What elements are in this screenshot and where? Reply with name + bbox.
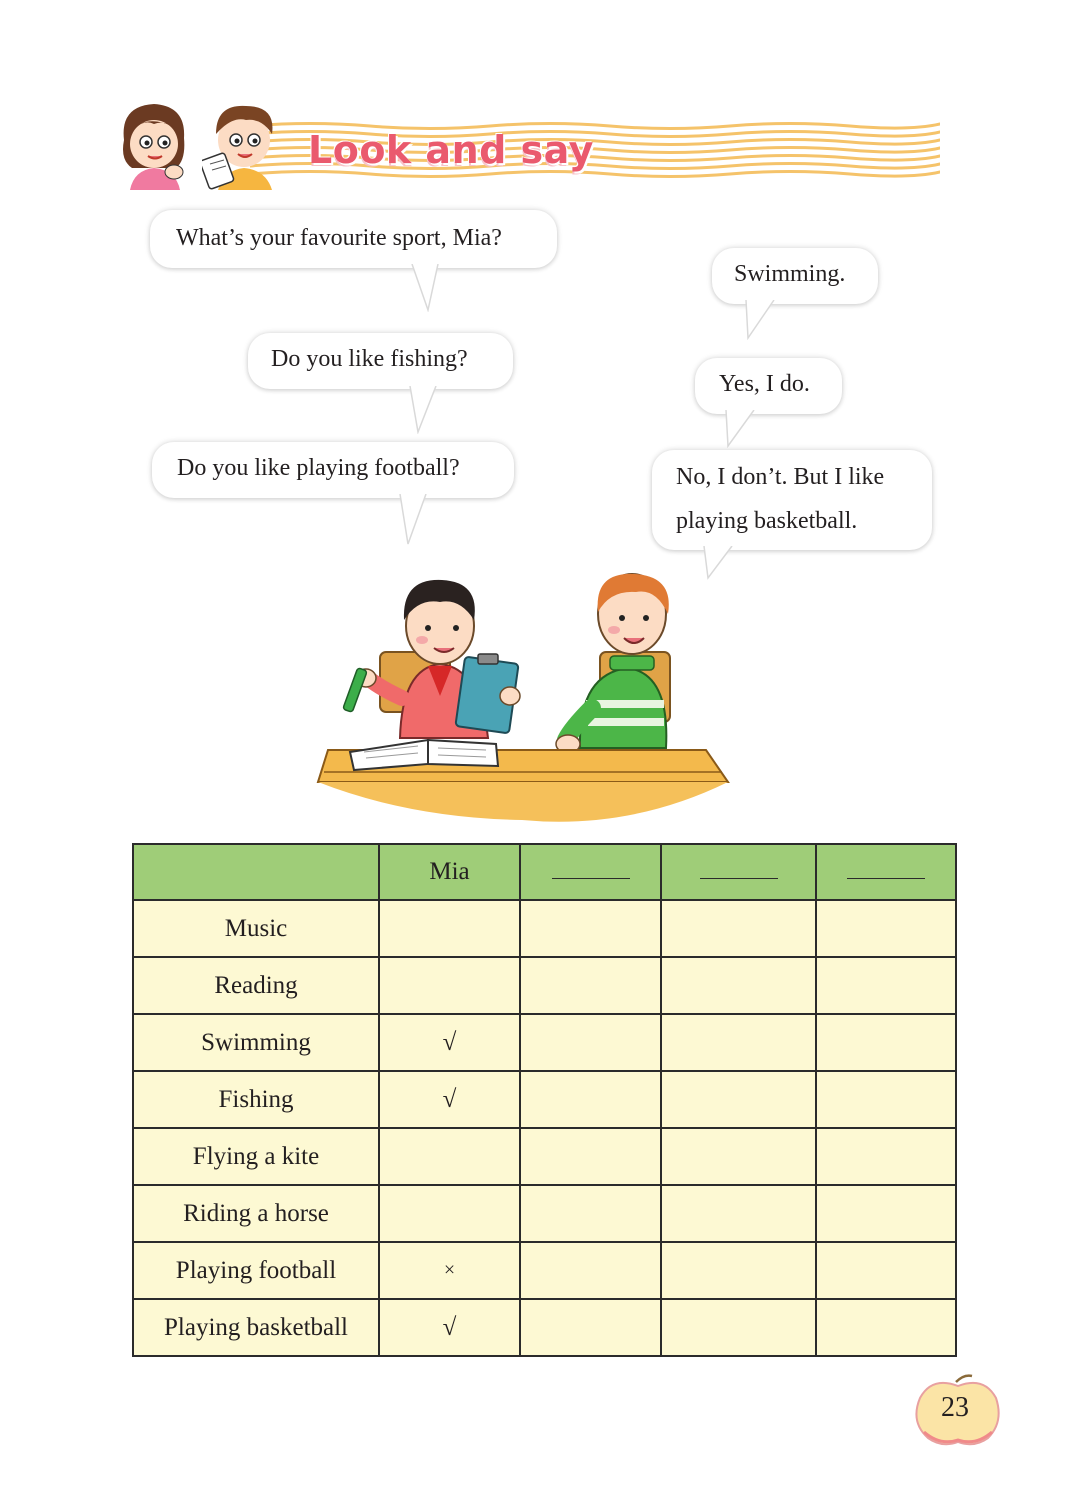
table-header-row <box>133 844 956 900</box>
mia-answer-cell: √ <box>379 1299 520 1356</box>
bubble-text: Do you like fishing? <box>271 346 468 372</box>
answer-cell[interactable] <box>661 1185 816 1242</box>
activity-cell: Playing basketball <box>133 1299 379 1356</box>
speech-bubble-yes <box>695 358 842 414</box>
table-row <box>133 1299 956 1356</box>
boy-icon <box>202 98 284 190</box>
speech-bubble-favourite-sport <box>150 210 557 268</box>
answer-cell[interactable] <box>816 1185 956 1242</box>
table-row <box>133 900 956 957</box>
mia-answer-cell: √ <box>379 1014 520 1071</box>
activity-cell: Swimming <box>133 1014 379 1071</box>
speech-bubble-basketball <box>652 450 932 550</box>
table-row <box>133 1014 956 1071</box>
page-number: 23 <box>941 1392 969 1423</box>
activity-cell: Reading <box>133 957 379 1014</box>
header-cell-mia: Mia <box>379 844 520 900</box>
answer-cell[interactable] <box>520 1014 661 1071</box>
bubble-text: Swimming. <box>734 261 846 287</box>
speech-bubble-football <box>152 442 514 498</box>
section-title: Look and say <box>308 128 594 172</box>
header-cell-empty <box>133 844 379 900</box>
name-blank-line[interactable] <box>700 860 778 879</box>
activity-cell: Riding a horse <box>133 1185 379 1242</box>
activity-cell: Flying a kite <box>133 1128 379 1185</box>
answer-cell[interactable] <box>520 1185 661 1242</box>
girl-icon <box>114 98 194 190</box>
bubble-tail <box>724 410 758 448</box>
page-number-badge <box>912 1374 1004 1448</box>
activity-cell: Music <box>133 900 379 957</box>
mia-answer-cell <box>379 1128 520 1185</box>
bubble-text-line1: No, I don’t. But I like <box>676 464 885 490</box>
answer-cell[interactable] <box>816 957 956 1014</box>
table-row <box>133 1128 956 1185</box>
header-cell-blank <box>661 844 816 900</box>
name-blank-line[interactable] <box>552 860 630 879</box>
answer-cell[interactable] <box>661 1242 816 1299</box>
bubble-text: Do you like playing football? <box>177 455 460 481</box>
bubble-text-line2: playing basketball. <box>676 508 858 534</box>
answer-cell[interactable] <box>520 1071 661 1128</box>
answer-cell[interactable] <box>520 1242 661 1299</box>
answer-cell[interactable] <box>661 1071 816 1128</box>
answer-cell[interactable] <box>816 1128 956 1185</box>
answer-cell[interactable] <box>520 957 661 1014</box>
mia-answer-cell <box>379 900 520 957</box>
header-cell-blank <box>816 844 956 900</box>
answer-cell[interactable] <box>520 900 661 957</box>
table-row <box>133 957 956 1014</box>
name-blank-line[interactable] <box>847 860 925 879</box>
answer-cell[interactable] <box>816 1299 956 1356</box>
answer-cell[interactable] <box>661 1128 816 1185</box>
table-row <box>133 1185 956 1242</box>
bubble-tail <box>744 300 778 340</box>
answer-cell[interactable] <box>816 1242 956 1299</box>
answer-cell[interactable] <box>661 1299 816 1356</box>
section-header <box>110 98 940 198</box>
table-row <box>133 1071 956 1128</box>
answer-cell[interactable] <box>661 1014 816 1071</box>
bubble-text: Yes, I do. <box>719 371 810 397</box>
activity-cell: Playing football <box>133 1242 379 1299</box>
mia-answer-cell <box>379 1185 520 1242</box>
answer-cell[interactable] <box>816 1014 956 1071</box>
mia-answer-cell: × <box>379 1242 520 1299</box>
kids-at-desk-illustration <box>310 568 735 823</box>
answer-cell[interactable] <box>816 900 956 957</box>
answer-cell[interactable] <box>520 1299 661 1356</box>
answer-cell[interactable] <box>661 900 816 957</box>
bubble-tail <box>408 386 438 434</box>
bubble-tail <box>398 494 428 546</box>
mia-answer-cell <box>379 957 520 1014</box>
answer-cell[interactable] <box>520 1128 661 1185</box>
bubble-tail <box>410 264 440 312</box>
speech-bubble-swimming <box>712 248 878 304</box>
answer-cell[interactable] <box>816 1071 956 1128</box>
table-row <box>133 1242 956 1299</box>
mia-answer-cell: √ <box>379 1071 520 1128</box>
activity-cell: Fishing <box>133 1071 379 1128</box>
bubble-text: What’s your favourite sport, Mia? <box>176 225 502 251</box>
survey-table <box>132 843 957 1357</box>
header-cell-blank <box>520 844 661 900</box>
answer-cell[interactable] <box>661 957 816 1014</box>
speech-bubble-fishing <box>248 333 513 389</box>
